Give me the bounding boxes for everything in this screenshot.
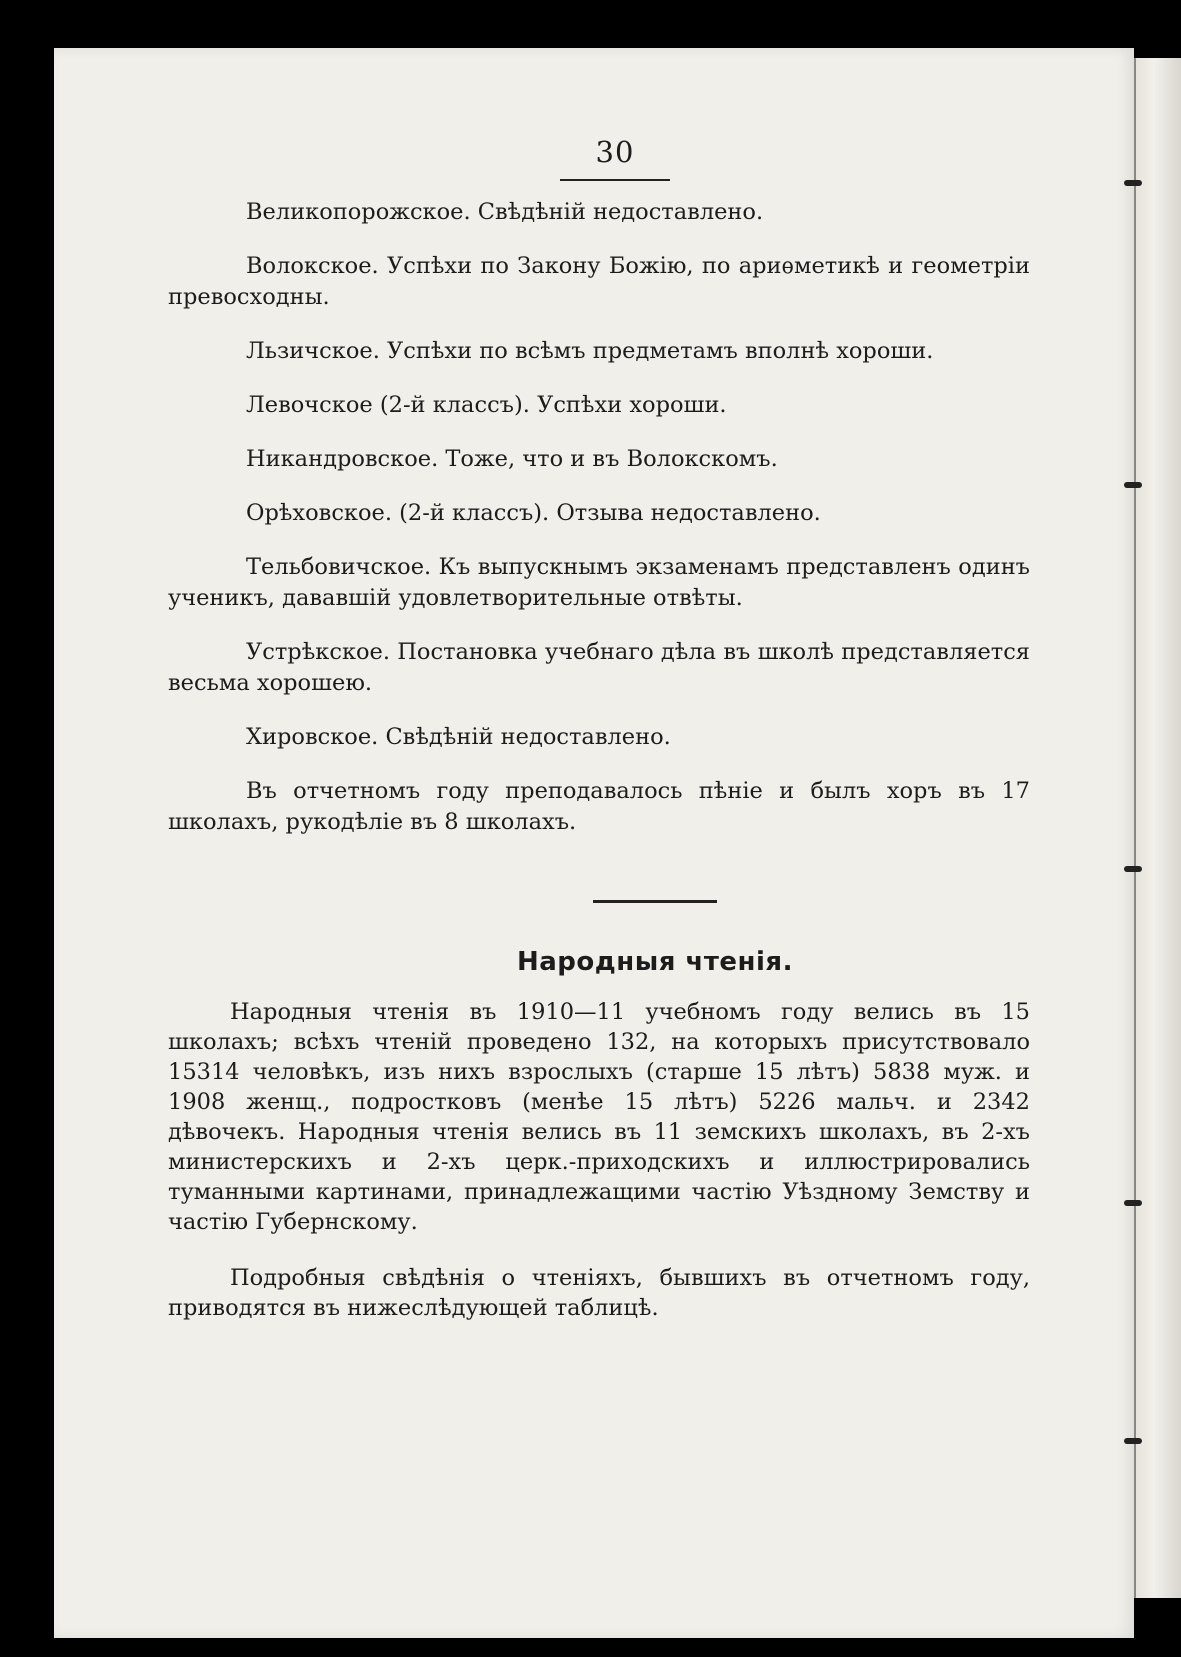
binding-stitch (1124, 180, 1142, 186)
readings-paragraph: Подробныя свѣдѣнія о чтеніяхъ, бывшихъ въ отчетномъ году, приводятся въ нижеслѣдующей таблицѣ. (168, 1265, 1030, 1321)
binding-stitch (1124, 1438, 1142, 1444)
report-paragraph: Левочское (2-й классъ). Успѣхи хороши. (246, 392, 727, 418)
section-title: Народныя чтенія. (517, 947, 793, 977)
page-content (168, 135, 1030, 1323)
binding-stitch (1124, 482, 1142, 488)
binding-stitch (1124, 866, 1142, 872)
report-paragraph: Волокское. Успѣхи по Закону Божію, по ариѳметикѣ и геометріи превосходны. (168, 253, 1030, 310)
report-paragraph: Великопорожское. Свѣдѣній недоставлено. (246, 199, 764, 225)
report-paragraph: Льзичское. Успѣхи по всѣмъ предметамъ вполнѣ хороши. (246, 338, 934, 364)
report-paragraph: Хировское. Свѣдѣній недоставлено. (246, 724, 671, 750)
binding-edge (1136, 58, 1181, 1598)
page-number: 30 (595, 135, 635, 169)
section-divider (593, 900, 717, 903)
report-paragraph: Устрѣкское. Постановка учебнаго дѣла въ школѣ представляется весьма хорошею. (168, 639, 1030, 696)
report-paragraph: Никандровское. Тоже, что и въ Волокскомъ. (246, 446, 778, 472)
report-paragraph: Тельбовичское. Къ выпускнымъ экзаменамъ представленъ одинъ ученикъ, дававшій удовлетворительные отвѣты. (168, 554, 1030, 611)
binding-stitch (1124, 1200, 1142, 1206)
report-paragraph: Орѣховское. (2-й классъ). Отзыва недоставлено. (246, 500, 821, 526)
report-paragraph: Въ отчетномъ году преподавалось пѣніе и былъ хоръ въ 17 школахъ, рукодѣліе въ 8 школахъ. (168, 778, 1030, 835)
page-number-underline (560, 179, 670, 181)
readings-paragraph: Народныя чтенія въ 1910—11 учебномъ году велись въ 15 школахъ; всѣхъ чтеній проведено 132, на которыхъ присутствовало 15314 человѣкъ, изъ нихъ взрослыхъ (старше 15 лѣтъ) 5838 муж. и 1908 женщ., подростковъ (менѣе 15 лѣтъ) 5226 мальч. и 2342 дѣвочекъ. Народныя чтенія велись въ 11 земскихъ школахъ, въ 2-хъ министерскихъ и 2-хъ церк.-приходскихъ и иллюстрировались туманными картинами, принадлежащими частію Уѣздному Земству и частію Губернскому. (168, 999, 1030, 1235)
